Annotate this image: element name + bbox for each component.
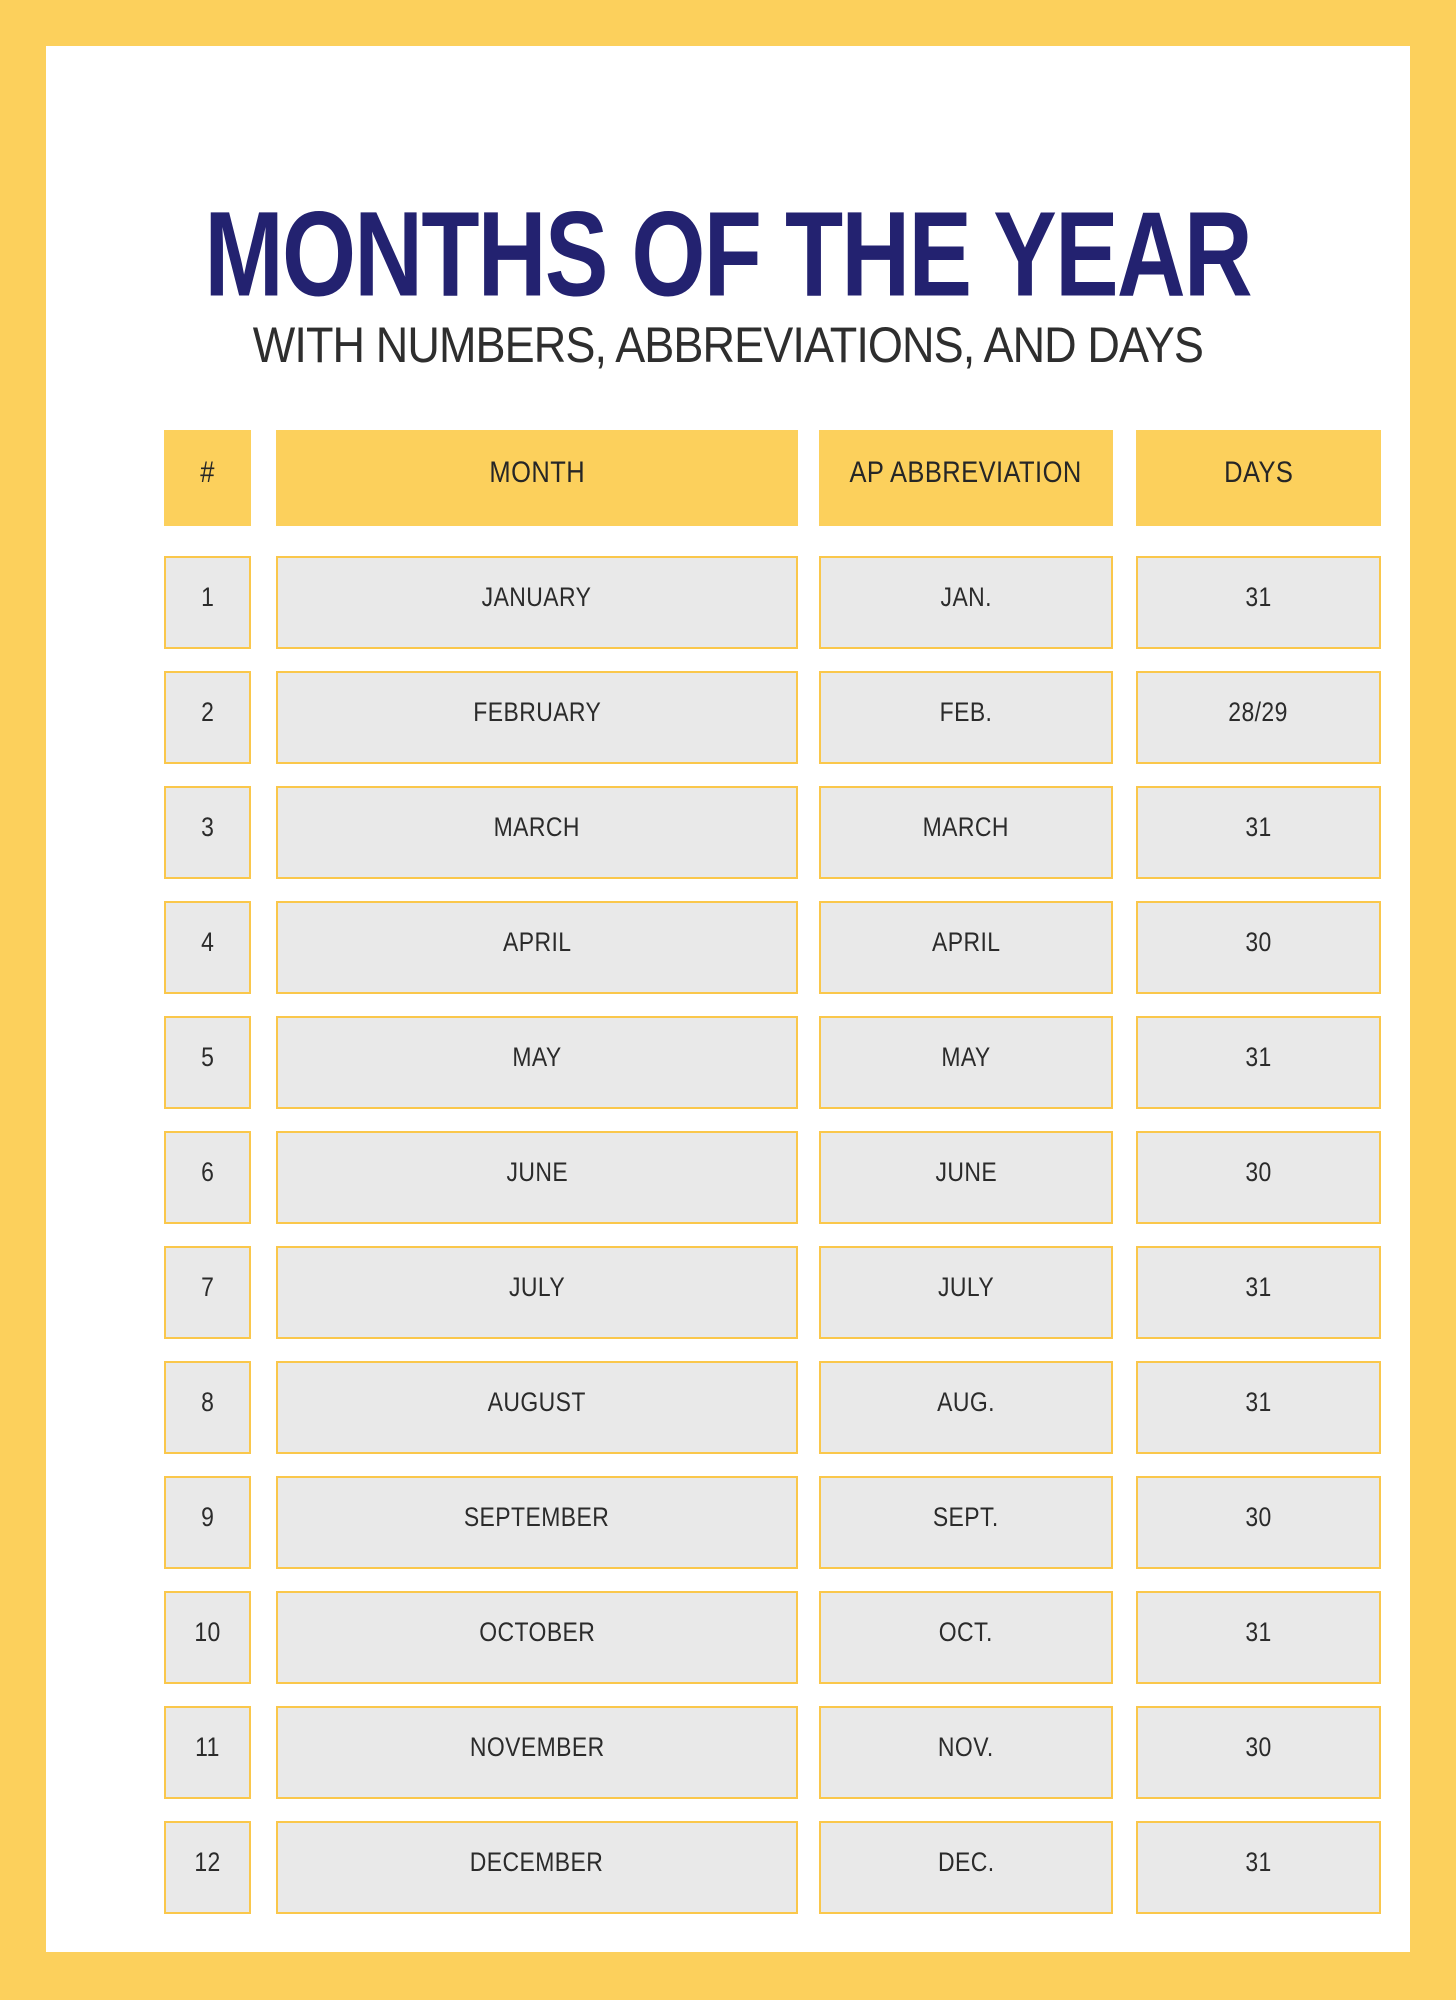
cell-days-text: 31 [1245, 1847, 1272, 1877]
column-header-month-label: MONTH [489, 456, 585, 489]
cell-days [1136, 1016, 1381, 1109]
cell-abbr-text: OCT. [938, 1617, 993, 1647]
cell-days [1136, 1246, 1381, 1339]
cell-month-text: OCTOBER [478, 1617, 596, 1647]
cell-days-text: 30 [1245, 1732, 1272, 1762]
table-row [164, 1591, 1381, 1684]
table-row [164, 1476, 1381, 1569]
cell-days [1136, 1131, 1381, 1224]
cell-abbr [819, 786, 1113, 879]
cell-days [1136, 786, 1381, 879]
cell-month-text: JUNE [506, 1157, 568, 1187]
cell-days [1136, 1706, 1381, 1799]
cell-month-text: MARCH [493, 812, 581, 842]
cell-month [276, 1361, 798, 1454]
cell-num-text: 6 [200, 1157, 215, 1187]
cell-num-text: 8 [200, 1387, 215, 1417]
cell-month [276, 1706, 798, 1799]
cell-num-text: 5 [200, 1042, 215, 1072]
cell-days [1136, 901, 1381, 994]
cell-abbr [819, 671, 1113, 764]
table-row [164, 556, 1381, 649]
cell-abbr [819, 901, 1113, 994]
cell-num [164, 1706, 251, 1799]
cell-abbr-text: JULY [937, 1272, 995, 1302]
column-header-abbreviation-label: AP ABBREVIATION [849, 456, 1083, 489]
cell-abbr [819, 1821, 1113, 1914]
months-table [164, 430, 1381, 1936]
cell-num-text: 7 [200, 1272, 215, 1302]
cell-days [1136, 556, 1381, 649]
cell-abbr-text: JUNE [935, 1157, 997, 1187]
cell-month-text: JANUARY [482, 582, 592, 612]
cell-abbr-text: JAN. [940, 582, 992, 612]
cell-abbr-text: SEPT. [933, 1502, 999, 1532]
cell-abbr-text: MAY [941, 1042, 991, 1072]
cell-days-text: 31 [1245, 1387, 1272, 1417]
cell-month [276, 786, 798, 879]
cell-days [1136, 1476, 1381, 1569]
title-block [46, 186, 1410, 373]
column-header-days-label: DAYS [1223, 456, 1294, 489]
cell-abbr-text: MARCH [922, 812, 1010, 842]
cell-days-text: 30 [1245, 927, 1272, 957]
column-header-days [1136, 430, 1381, 526]
cell-num-text: 1 [200, 582, 215, 612]
column-header-number [164, 430, 251, 526]
cell-days [1136, 1361, 1381, 1454]
cell-num [164, 1246, 251, 1339]
cell-abbr [819, 556, 1113, 649]
cell-days [1136, 1821, 1381, 1914]
cell-abbr-text: APRIL [931, 927, 1001, 957]
cell-days-text: 31 [1245, 812, 1272, 842]
page-title: MONTHS OF THE YEAR [204, 186, 1252, 322]
cell-abbr-text: FEB. [939, 697, 993, 727]
cell-num [164, 556, 251, 649]
table-row [164, 1131, 1381, 1224]
cell-abbr [819, 1476, 1113, 1569]
table-header-row [164, 430, 1381, 526]
column-header-number-label: # [200, 456, 215, 489]
cell-days-text: 28/29 [1228, 697, 1289, 727]
cell-num-text: 3 [200, 812, 215, 842]
cell-abbr-text: DEC. [937, 1847, 995, 1877]
table-row [164, 1821, 1381, 1914]
cell-abbr [819, 1591, 1113, 1684]
cell-num [164, 901, 251, 994]
cell-days-text: 31 [1245, 1272, 1272, 1302]
cell-month [276, 1246, 798, 1339]
cell-month [276, 1476, 798, 1569]
cell-month-text: JULY [508, 1272, 566, 1302]
cell-days-text: 31 [1245, 1042, 1272, 1072]
cell-abbr [819, 1131, 1113, 1224]
cell-abbr [819, 1016, 1113, 1109]
cell-num-text: 12 [194, 1847, 221, 1877]
cell-num [164, 1821, 251, 1914]
column-header-abbreviation [819, 430, 1113, 526]
cell-num-text: 4 [200, 927, 215, 957]
cell-num-text: 9 [200, 1502, 215, 1532]
table-row [164, 1016, 1381, 1109]
cell-abbr-text: NOV. [938, 1732, 994, 1762]
cell-month-text: FEBRUARY [473, 697, 601, 727]
cell-days [1136, 671, 1381, 764]
cell-num [164, 1016, 251, 1109]
cell-month-text: NOVEMBER [469, 1732, 605, 1762]
table-row [164, 901, 1381, 994]
cell-days-text: 30 [1245, 1502, 1272, 1532]
cell-month [276, 1016, 798, 1109]
table-row [164, 671, 1381, 764]
page-subtitle: WITH NUMBERS, ABBREVIATIONS, AND DAYS [252, 317, 1204, 373]
table-row [164, 786, 1381, 879]
cell-num [164, 671, 251, 764]
cell-num-text: 11 [195, 1732, 220, 1762]
cell-abbr [819, 1706, 1113, 1799]
cell-days-text: 31 [1245, 582, 1272, 612]
cell-abbr [819, 1361, 1113, 1454]
cell-month [276, 1821, 798, 1914]
cell-month-text: APRIL [502, 927, 572, 957]
cell-month [276, 1131, 798, 1224]
table-row [164, 1246, 1381, 1339]
cell-month-text: MAY [512, 1042, 562, 1072]
cell-month [276, 1591, 798, 1684]
table-row [164, 1706, 1381, 1799]
cell-month [276, 901, 798, 994]
cell-abbr-text: AUG. [937, 1387, 995, 1417]
cell-abbr [819, 1246, 1113, 1339]
cell-days [1136, 1591, 1381, 1684]
cell-month-text: AUGUST [487, 1387, 587, 1417]
subtitle-wrap [46, 317, 1410, 373]
cell-num [164, 1476, 251, 1569]
content-area [46, 46, 1410, 1952]
cell-month [276, 671, 798, 764]
cell-month-text: DECEMBER [470, 1847, 604, 1877]
cell-num [164, 1131, 251, 1224]
cell-num [164, 1361, 251, 1454]
cell-num-text: 2 [200, 697, 215, 727]
cell-month-text: SEPTEMBER [464, 1502, 610, 1532]
cell-days-text: 30 [1245, 1157, 1272, 1187]
column-header-month [276, 430, 798, 526]
cell-days-text: 31 [1245, 1617, 1272, 1647]
table-rows [164, 556, 1381, 1914]
cell-num-text: 10 [194, 1617, 221, 1647]
table-row [164, 1361, 1381, 1454]
cell-num [164, 786, 251, 879]
cell-num [164, 1591, 251, 1684]
cell-month [276, 556, 798, 649]
